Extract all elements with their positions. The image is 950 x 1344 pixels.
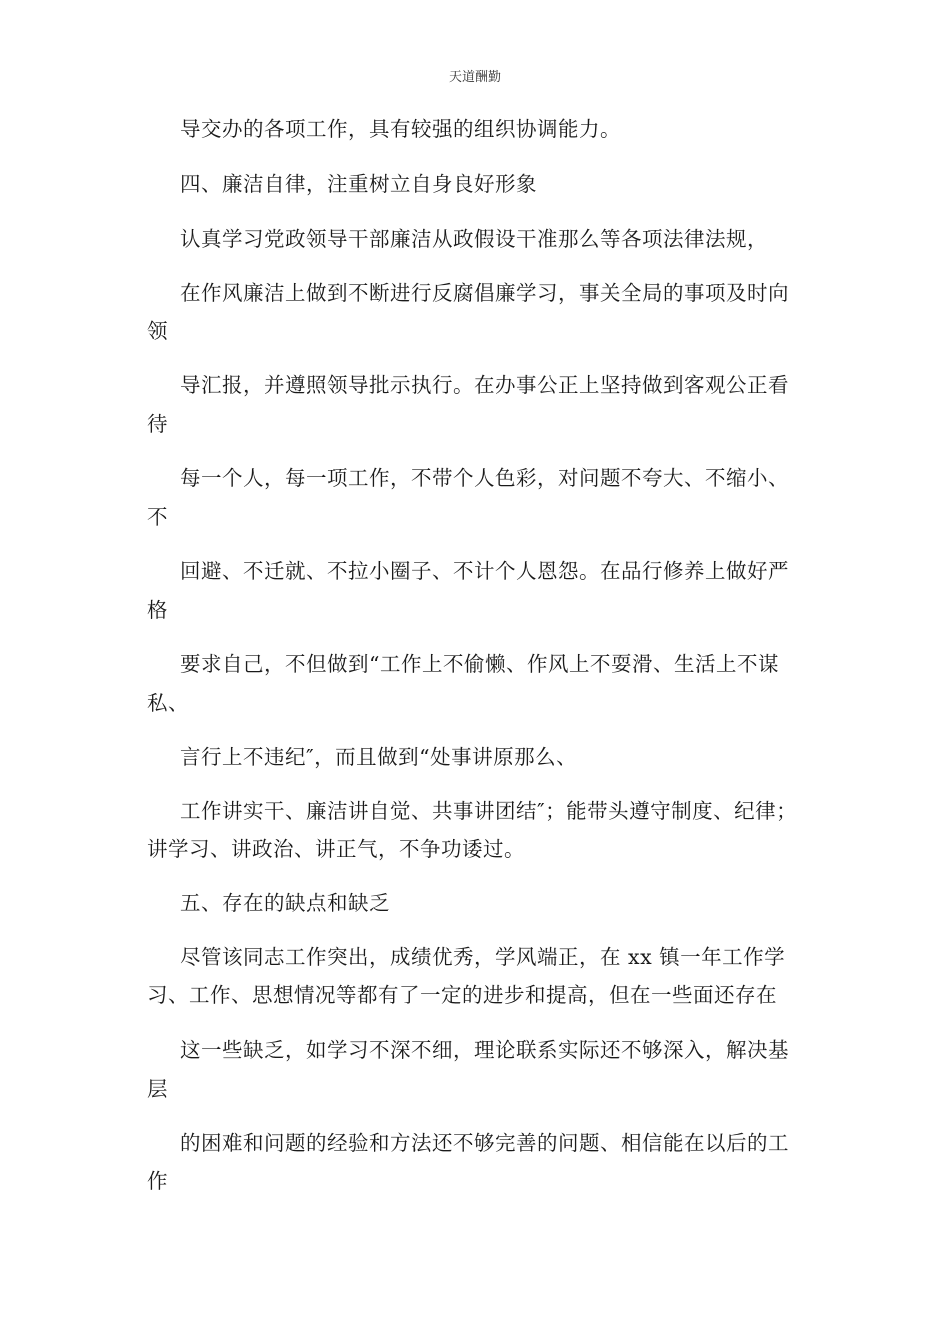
text-line: 领 [147,319,168,343]
text-line: 言行上不违纪″，而且做到“处事讲原那么、 [180,745,578,769]
section-heading: 四、廉洁自律，注重树立自身良好形象 [180,172,537,196]
section-heading: 五、存在的缺点和缺乏 [180,891,390,915]
page-header: 天道酬勤 [448,70,501,85]
text-line: 导汇报，并遵照领导批示执行。在办事公正上坚持做到客观公正看 [180,373,789,397]
text-line: 私、 [147,691,189,715]
text-line: 不 [147,505,168,529]
text-line: 认真学习党政领导干部廉洁从政假设干准那么等各项法律法规， [180,227,768,251]
text-line: 待 [147,412,168,436]
text-line: 格 [147,598,168,622]
text-line: 每一个人，每一项工作，不带个人色彩，对问题不夸大、不缩小、 [180,466,789,490]
text-line: 层 [147,1077,168,1101]
text-line: 尽管该同志工作突出，成绩优秀，学风端正，在 xx 镇一年工作学 [180,945,786,969]
text-line: 回避、不迁就、不拉小圈子、不计个人恩怨。在品行修养上做好严 [180,559,789,583]
text-line: 习、工作、思想情况等都有了一定的进步和提高，但在一些面还存在 [147,983,777,1007]
text-line: 这一些缺乏，如学习不深不细，理论联系实际还不够深入，解决基 [180,1038,789,1062]
text-line: 在作风廉洁上做到不断进行反腐倡廉学习，事关全局的事项及时向 [180,281,789,305]
text-line: 作 [147,1169,168,1193]
text-line: 讲学习、讲政治、讲正气，不争功诿过。 [147,837,525,861]
text-line: 导交办的各项工作，具有较强的组织协调能力。 [180,117,621,141]
text-line: 工作讲实干、廉洁讲自觉、共事讲团结″；能带头遵守制度、纪律； [180,799,798,823]
text-line: 的困难和问题的经验和方法还不够完善的问题、相信能在以后的工 [180,1131,789,1155]
text-line: 要求自己，不但做到“工作上不偷懒、作风上不耍滑、生活上不谋 [180,652,779,676]
